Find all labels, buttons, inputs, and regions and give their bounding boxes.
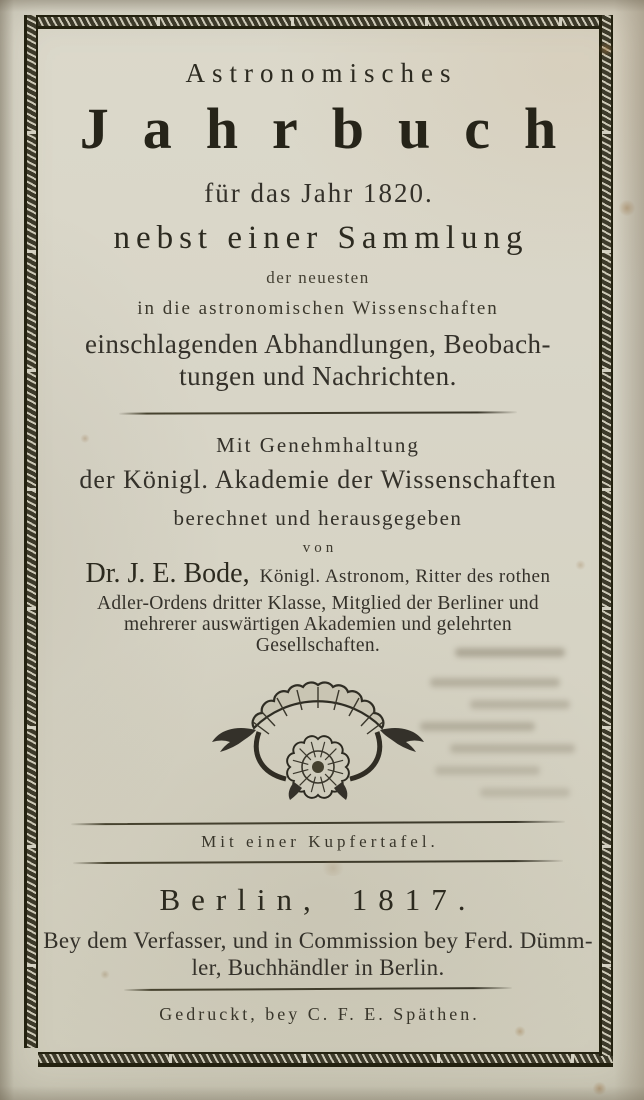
approval-von: von (302, 540, 338, 556)
author-name: Dr. J. E. Bode, (85, 558, 250, 589)
plate-note: Mit einer Kupfertafel. (201, 832, 439, 851)
imprint-year: 1817. (351, 882, 477, 917)
border-band-bottom (38, 1052, 613, 1067)
fan-rosette-ornament-icon (210, 670, 426, 802)
ornament-fan (253, 682, 384, 734)
printer-line: Gedruckt, bey C. F. E. Späthen. (159, 1004, 480, 1024)
ornament-vignette (38, 670, 598, 802)
supplement-sub2: in die astronomischen Wissenschaften (137, 298, 499, 319)
border-band-left (24, 15, 38, 1048)
ornament-rosette (287, 736, 349, 800)
border-band-top (26, 15, 611, 29)
author-line3: mehrerer auswärtigen Akademien und gelehrten (124, 614, 512, 635)
divider-rule-2 (71, 821, 565, 826)
supplement-sub4: tungen und Nachrichten. (179, 361, 457, 391)
approval-line1: Mit Genehmhaltung (216, 433, 420, 457)
approval-line3: berechnet und herausgegeben (173, 506, 463, 530)
border-band-right (599, 15, 613, 1056)
page-edge-shadow-bottom (0, 1086, 644, 1100)
publisher-line2: ler, Buchhändler in Berlin. (191, 955, 445, 980)
author-line (38, 559, 598, 593)
page-edge-shadow-top (0, 0, 644, 12)
imprint-city: Berlin, (159, 882, 322, 917)
publisher-line1: Bey dem Verfasser, und in Commission bey Ferd. Dümm- (43, 928, 593, 953)
author-titles: Königl. Astronom, Ritter des rothen (259, 566, 551, 587)
supplement-sub1: der neuesten (266, 268, 370, 287)
divider-rule-3 (73, 860, 563, 864)
series-title: Astronomisches (185, 58, 458, 88)
page-edge-shadow-left (0, 0, 14, 1100)
imprint-city-year (38, 879, 598, 927)
page-edge-shadow-right (614, 0, 644, 1100)
author-line2: Adler-Ordens dritter Klasse, Mitglied der Berliner und (97, 593, 539, 614)
supplement-line: nebst einer Sammlung (113, 220, 529, 256)
main-title: Jahrbuch (79, 96, 591, 161)
divider-rule-4 (124, 987, 512, 991)
divider-rule-1 (119, 411, 517, 414)
title-year-line: für das Jahr 1820. (204, 178, 434, 208)
approval-line2: der Königl. Akademie der Wissenschaften (79, 465, 557, 494)
supplement-sub3: einschlagenden Abhandlungen, Beobach- (84, 329, 552, 359)
author-line4: Gesellschaften. (255, 635, 381, 656)
title-page-content (38, 28, 598, 1026)
